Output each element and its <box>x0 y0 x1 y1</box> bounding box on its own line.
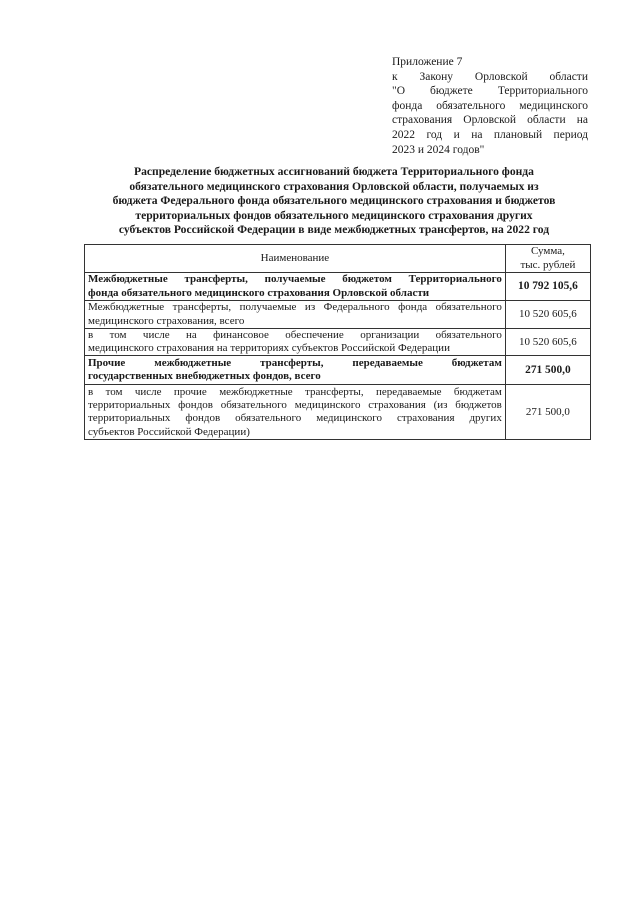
row-name-line: Прочие межбюджетные трансферты, передаваемые бюджетам <box>88 357 502 370</box>
table-row <box>85 301 591 329</box>
row-name <box>85 301 506 329</box>
row-sum: 271 500,0 <box>505 356 590 385</box>
row-name-line: в том числе на финансовое обеспечение организации обязательного <box>88 329 502 341</box>
appendix-line: фонда обязательного медицинского <box>392 99 588 112</box>
row-name <box>85 385 506 440</box>
row-name-line: в том числе прочие межбюджетные трансферты, передаваемые бюджетам <box>88 386 502 398</box>
header-sum <box>505 245 590 273</box>
row-sum: 271 500,0 <box>505 385 590 440</box>
header-sum-line2: тыс. рублей <box>520 258 576 271</box>
transfers-table <box>84 244 591 440</box>
appendix-line: 2023 и 2024 годов" <box>392 143 485 156</box>
row-name-line: территориальных фондов обязательного медицинского страхования (из бюджетов <box>88 399 502 412</box>
row-name-line: фонда обязательного медицинского страхования Орловской области <box>88 286 430 299</box>
row-name-line: медицинского страхования, всего <box>88 314 245 327</box>
row-name-line: Межбюджетные трансферты, получаемые бюджетом Территориального <box>88 273 502 286</box>
header-sum-line1: Сумма, <box>530 245 565 258</box>
appendix-line: "О бюджете Территориального <box>392 85 588 98</box>
appendix-note <box>392 55 588 157</box>
row-sum: 10 792 105,6 <box>505 273 590 301</box>
row-name-line: Межбюджетные трансферты, получаемые из Федерального фонда обязательного <box>88 301 502 314</box>
appendix-line: Приложение 7 <box>392 56 463 68</box>
table-header-row <box>85 245 591 273</box>
row-name-line: государственных внебюджетных фондов, всего <box>88 370 321 383</box>
row-name-line: субъектов Российской Федерации) <box>88 425 250 438</box>
title-line: территориальных фондов обязательного медицинского страхования других <box>135 208 533 222</box>
title-line: субъектов Российской Федерации в виде межбюджетных трансфертов, на 2022 год <box>118 223 550 237</box>
row-name-line: территориальных фондов обязательного медицинского страхования других <box>88 412 502 425</box>
row-name <box>85 273 506 301</box>
table-row <box>85 385 591 440</box>
row-sum: 10 520 605,6 <box>505 301 590 329</box>
header-name: Наименование <box>85 245 506 273</box>
row-name <box>85 356 506 385</box>
appendix-line: к Закону Орловской области <box>392 70 588 83</box>
row-sum: 10 520 605,6 <box>505 329 590 356</box>
table-row <box>85 356 591 385</box>
title-line: бюджета Федерального фонда обязательного медицинского страхования и бюджетов <box>112 194 556 208</box>
row-name-line: медицинского страхования на территориях субъектов Российской Федерации <box>88 342 450 355</box>
appendix-line: страхования Орловской области на <box>392 114 588 127</box>
row-name <box>85 329 506 356</box>
appendix-line: 2022 год и на плановый период <box>392 128 588 141</box>
title-line: Распределение бюджетных ассигнований бюджета Территориального фонда <box>134 165 534 178</box>
table-row <box>85 329 591 356</box>
document-title <box>84 165 584 238</box>
table-row <box>85 273 591 301</box>
title-line: обязательного медицинского страхования Орловской области, получаемых из <box>129 179 539 193</box>
